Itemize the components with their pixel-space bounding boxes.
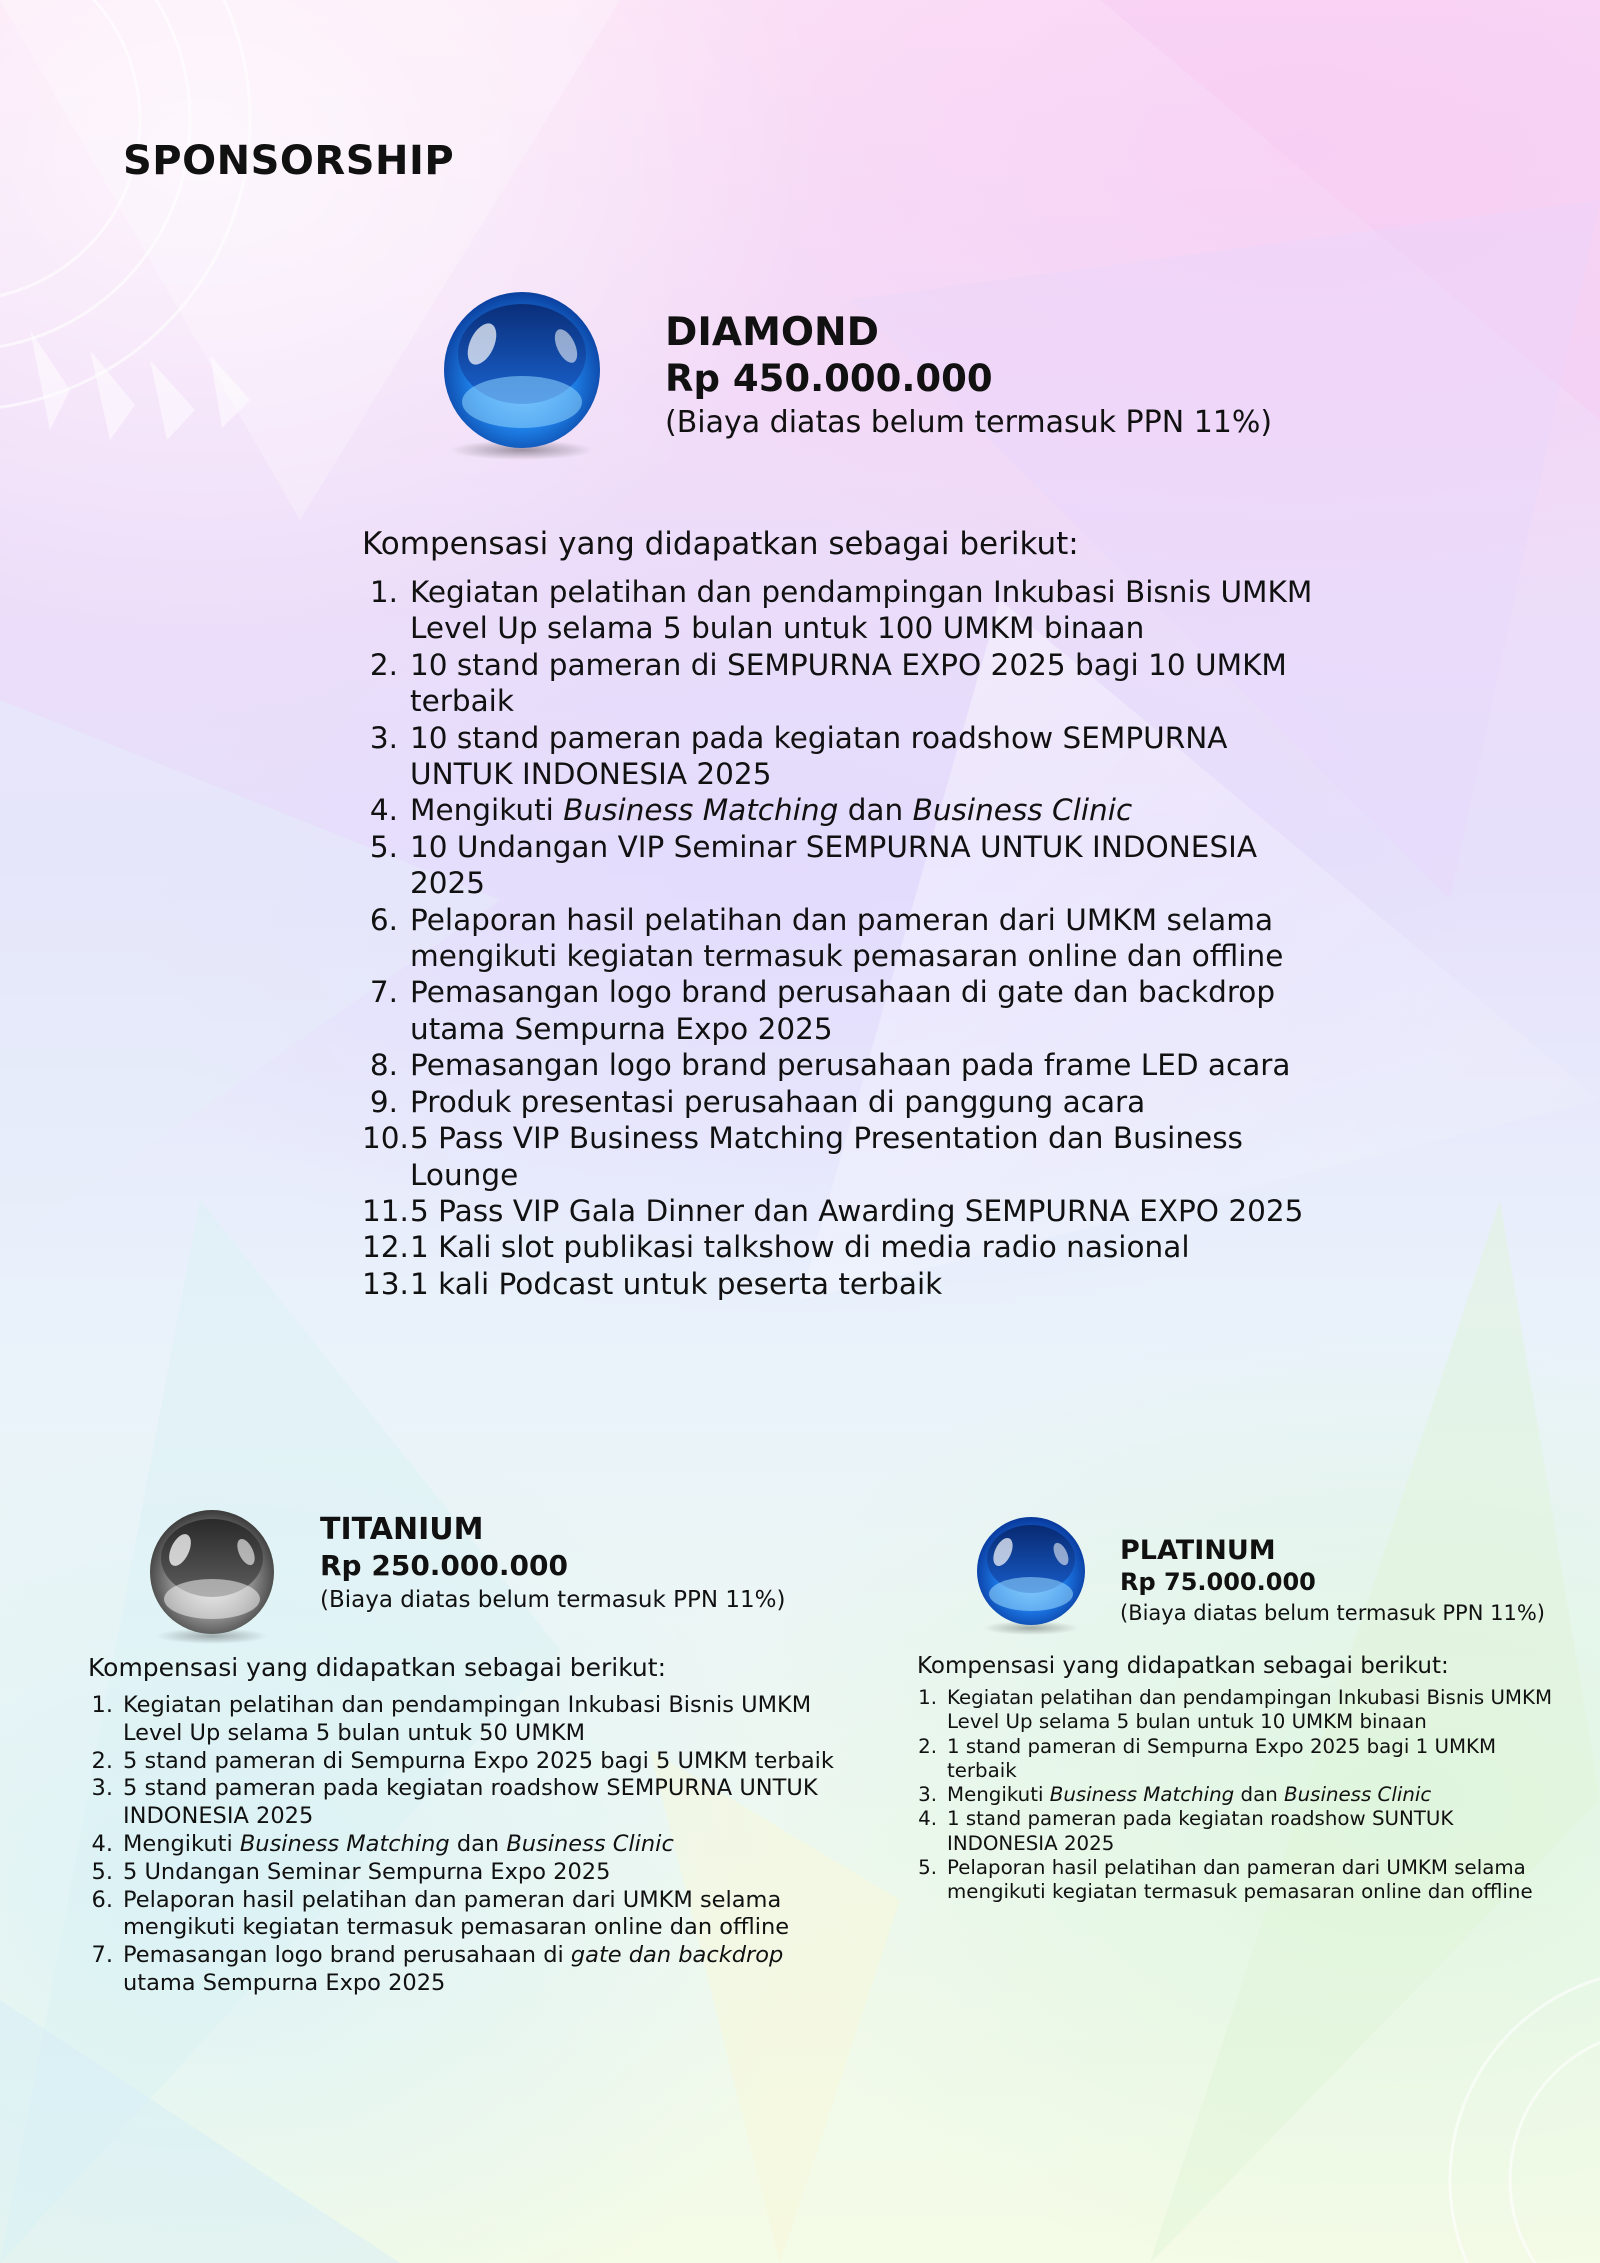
titanium-tier-name: TITANIUM: [320, 1512, 484, 1547]
benefit-number: 3.: [91, 1775, 113, 1802]
diamond-tier-header: [665, 310, 1272, 444]
benefit-number: 3.: [369, 720, 398, 755]
benefit-number: 2.: [369, 647, 398, 682]
benefit-number: 10.: [362, 1121, 409, 1156]
benefit-text: [410, 1084, 1317, 1120]
benefit-item: [88, 1775, 848, 1831]
titanium-benefits: [88, 1650, 848, 1998]
benefit-number: 1.: [91, 1692, 113, 1718]
benefit-item: [88, 1942, 848, 1998]
benefit-text-part: Kegiatan pelatihan dan pendampingan Inkubasi Bisnis UMKM Level Up selama 5 bulan untuk 50 UMKM: [123, 1692, 812, 1746]
benefit-text: [410, 1047, 1317, 1083]
benefit-number: 1.: [369, 575, 398, 609]
benefit-italic-text: gate dan backdrop: [570, 1942, 784, 1969]
benefit-item: [362, 1193, 1317, 1229]
benefit-item: [362, 1120, 1317, 1193]
platinum-tier-price: Rp 75.000.000: [1120, 1568, 1316, 1596]
page-title: SPONSORSHIP: [123, 138, 455, 184]
platinum-tier-name: PLATINUM: [1120, 1535, 1276, 1566]
benefit-text-part: 10 Undangan VIP Seminar SEMPURNA UNTUK INDONESIA 2025: [410, 829, 1258, 901]
benefit-text-part: 1 kali Podcast untuk peserta terbaik: [410, 1266, 943, 1301]
benefit-text: [410, 1266, 1317, 1302]
benefit-text: [123, 1775, 848, 1831]
benefit-number: 5.: [369, 829, 398, 864]
diamond-benefit-list: [362, 574, 1317, 1302]
benefit-italic-text: Business Clinic: [1284, 1783, 1432, 1807]
benefit-text: [123, 1942, 848, 1998]
benefit-item: [362, 647, 1317, 720]
benefit-italic-text: Business Matching: [239, 1830, 450, 1857]
benefit-text-part: 5 Pass VIP Business Matching Presentation dan Business Lounge: [410, 1121, 1243, 1192]
benefit-number: 6.: [91, 1886, 113, 1913]
benefit-number: 1.: [918, 1686, 937, 1709]
benefit-item: [88, 1692, 848, 1748]
benefit-text-part: Mengikuti: [123, 1830, 240, 1857]
platinum-benefit-list: [917, 1686, 1567, 1905]
benefit-number: 2.: [91, 1747, 113, 1774]
diamond-tier-note: (Biaya diatas belum termasuk PPN 11%): [665, 405, 1273, 440]
diamond-tier-name: DIAMOND: [665, 310, 880, 355]
benefit-text: [410, 574, 1317, 647]
benefit-text: [410, 1120, 1317, 1193]
platinum-tier-note: (Biaya diatas belum termasuk PPN 11%): [1120, 1601, 1545, 1625]
benefit-number: 11.: [362, 1193, 409, 1228]
benefit-text-part: 5 Undangan Seminar Sempurna Expo 2025: [123, 1858, 611, 1885]
benefit-item: [362, 1266, 1317, 1302]
benefit-text-part: 1 stand pameran pada kegiatan roadshow SUNTUK INDONESIA 2025: [947, 1807, 1454, 1855]
benefit-text-part: 1 stand pameran di Sempurna Expo 2025 bagi 1 UMKM terbaik: [947, 1734, 1497, 1782]
benefit-text: [947, 1783, 1567, 1807]
benefit-text-part: dan: [1234, 1783, 1285, 1807]
benefit-item: [362, 574, 1317, 647]
benefit-item: [362, 1047, 1317, 1083]
benefit-item: [362, 792, 1317, 828]
titanium-benefit-list: [88, 1692, 848, 1998]
benefit-text: [410, 1193, 1317, 1229]
benefit-text: [410, 792, 1317, 828]
benefit-text: [947, 1735, 1567, 1784]
diamond-tier-price: Rp 450.000.000: [665, 357, 993, 400]
benefit-item: [362, 829, 1317, 902]
benefit-text-part: dan: [838, 793, 913, 828]
titanium-benefits-heading: Kompensasi yang didapatkan sebagai berikut:: [88, 1653, 667, 1682]
benefit-text: [947, 1856, 1567, 1905]
benefit-item: [362, 720, 1317, 793]
benefit-text-part: Kegiatan pelatihan dan pendampingan Inkubasi Bisnis UMKM Level Up selama 5 bulan untuk 10 UMKM binaan: [947, 1686, 1553, 1734]
benefit-text-part: Produk presentasi perusahaan di panggung acara: [410, 1084, 1146, 1119]
benefit-text: [123, 1859, 848, 1887]
benefit-italic-text: Business Clinic: [506, 1830, 674, 1857]
benefit-item: [917, 1807, 1567, 1856]
benefit-text-part: Pemasangan logo brand perusahaan pada frame LED acara: [410, 1048, 1291, 1083]
benefit-number: 7.: [91, 1942, 113, 1969]
benefit-text-part: 5 stand pameran pada kegiatan roadshow SEMPURNA UNTUK INDONESIA 2025: [123, 1775, 818, 1830]
benefit-item: [917, 1735, 1567, 1784]
benefit-text: [947, 1686, 1567, 1735]
benefit-text-part: 10 stand pameran pada kegiatan roadshow SEMPURNA UNTUK INDONESIA 2025: [410, 720, 1228, 792]
benefit-number: 4.: [369, 793, 398, 828]
benefit-text-part: 5 stand pameran di Sempurna Expo 2025 bagi 5 UMKM terbaik: [123, 1747, 834, 1774]
benefit-item: [917, 1686, 1567, 1735]
titanium-tier-note: (Biaya diatas belum termasuk PPN 11%): [320, 1587, 786, 1613]
benefit-text: [410, 902, 1317, 975]
benefit-item: [362, 1084, 1317, 1120]
benefit-text: [410, 647, 1317, 720]
benefit-text: [410, 829, 1317, 902]
benefit-text-part: Kegiatan pelatihan dan pendampingan Inkubasi Bisnis UMKM Level Up selama 5 bulan untuk 100 UMKM binaan: [410, 575, 1313, 646]
benefit-text-part: Pelaporan hasil pelatihan dan pameran dari UMKM selama mengikuti kegiatan termasuk pemasaran online dan offline: [947, 1856, 1533, 1904]
benefit-text-part: Mengikuti: [947, 1783, 1050, 1807]
benefit-text-part: 1 Kali slot publikasi talkshow di media radio nasional: [410, 1230, 1190, 1265]
titanium-orb-icon: [142, 1502, 282, 1647]
benefit-item: [362, 1229, 1317, 1265]
benefit-item: [88, 1748, 848, 1776]
diamond-benefits: [362, 522, 1317, 1302]
benefit-italic-text: Business Matching: [1049, 1783, 1235, 1807]
benefit-number: 8.: [369, 1048, 398, 1083]
benefit-text-part: dan: [449, 1830, 507, 1857]
benefit-text-part: Mengikuti: [410, 793, 564, 828]
platinum-benefits-heading: Kompensasi yang didapatkan sebagai berikut:: [917, 1653, 1449, 1679]
benefit-text-part: Pemasangan logo brand perusahaan di: [123, 1942, 571, 1969]
benefit-text: [947, 1807, 1567, 1856]
benefit-item: [917, 1856, 1567, 1905]
benefit-number: 9.: [369, 1084, 398, 1119]
benefit-italic-text: Business Clinic: [912, 793, 1133, 828]
benefit-number: 3.: [918, 1783, 937, 1807]
diamond-benefits-heading: Kompensasi yang didapatkan sebagai berikut:: [362, 526, 1079, 562]
platinum-benefits: [917, 1650, 1567, 1905]
benefit-number: 5.: [918, 1856, 937, 1880]
benefit-text-part: Pemasangan logo brand perusahaan di gate dan backdrop utama Sempurna Expo 2025: [410, 975, 1276, 1046]
benefit-italic-text: Business Matching: [563, 793, 839, 828]
benefit-number: 7.: [369, 975, 398, 1010]
benefit-text: [123, 1748, 848, 1776]
benefit-item: [362, 974, 1317, 1047]
benefit-text: [410, 974, 1317, 1047]
benefit-text-part: Pelaporan hasil pelatihan dan pameran dari UMKM selama mengikuti kegiatan termasuk pemasaran online dan offline: [123, 1886, 790, 1941]
titanium-tier-price: Rp 250.000.000: [320, 1549, 568, 1582]
platinum-orb-icon: [970, 1510, 1092, 1637]
benefit-number: 4.: [91, 1830, 113, 1857]
benefit-number: 4.: [918, 1807, 937, 1831]
titanium-tier-header: [320, 1512, 785, 1616]
diamond-orb-icon: [432, 282, 612, 462]
benefit-item: [88, 1831, 848, 1859]
benefit-item: [362, 902, 1317, 975]
benefit-text: [410, 1229, 1317, 1265]
benefit-item: [88, 1887, 848, 1943]
benefit-item: [88, 1859, 848, 1887]
benefit-number: 12.: [362, 1230, 409, 1265]
benefit-text: [410, 720, 1317, 793]
benefit-number: 2.: [918, 1734, 937, 1758]
benefit-item: [917, 1783, 1567, 1807]
benefit-number: 5.: [91, 1858, 113, 1885]
benefit-text-part: 5 Pass VIP Gala Dinner dan Awarding SEMPURNA EXPO 2025: [410, 1193, 1304, 1228]
benefit-text: [123, 1831, 848, 1859]
benefit-text: [123, 1692, 848, 1748]
benefit-text-part: utama Sempurna Expo 2025: [123, 1969, 446, 1996]
benefit-number: 13.: [362, 1266, 409, 1301]
benefit-text: [123, 1887, 848, 1943]
benefit-text-part: 10 stand pameran di SEMPURNA EXPO 2025 bagi 10 UMKM terbaik: [410, 647, 1287, 719]
benefit-number: 6.: [369, 902, 398, 937]
benefit-text-part: Pelaporan hasil pelatihan dan pameran dari UMKM selama mengikuti kegiatan termasuk pemasaran online dan offline: [410, 902, 1284, 974]
platinum-tier-header: [1120, 1535, 1545, 1628]
